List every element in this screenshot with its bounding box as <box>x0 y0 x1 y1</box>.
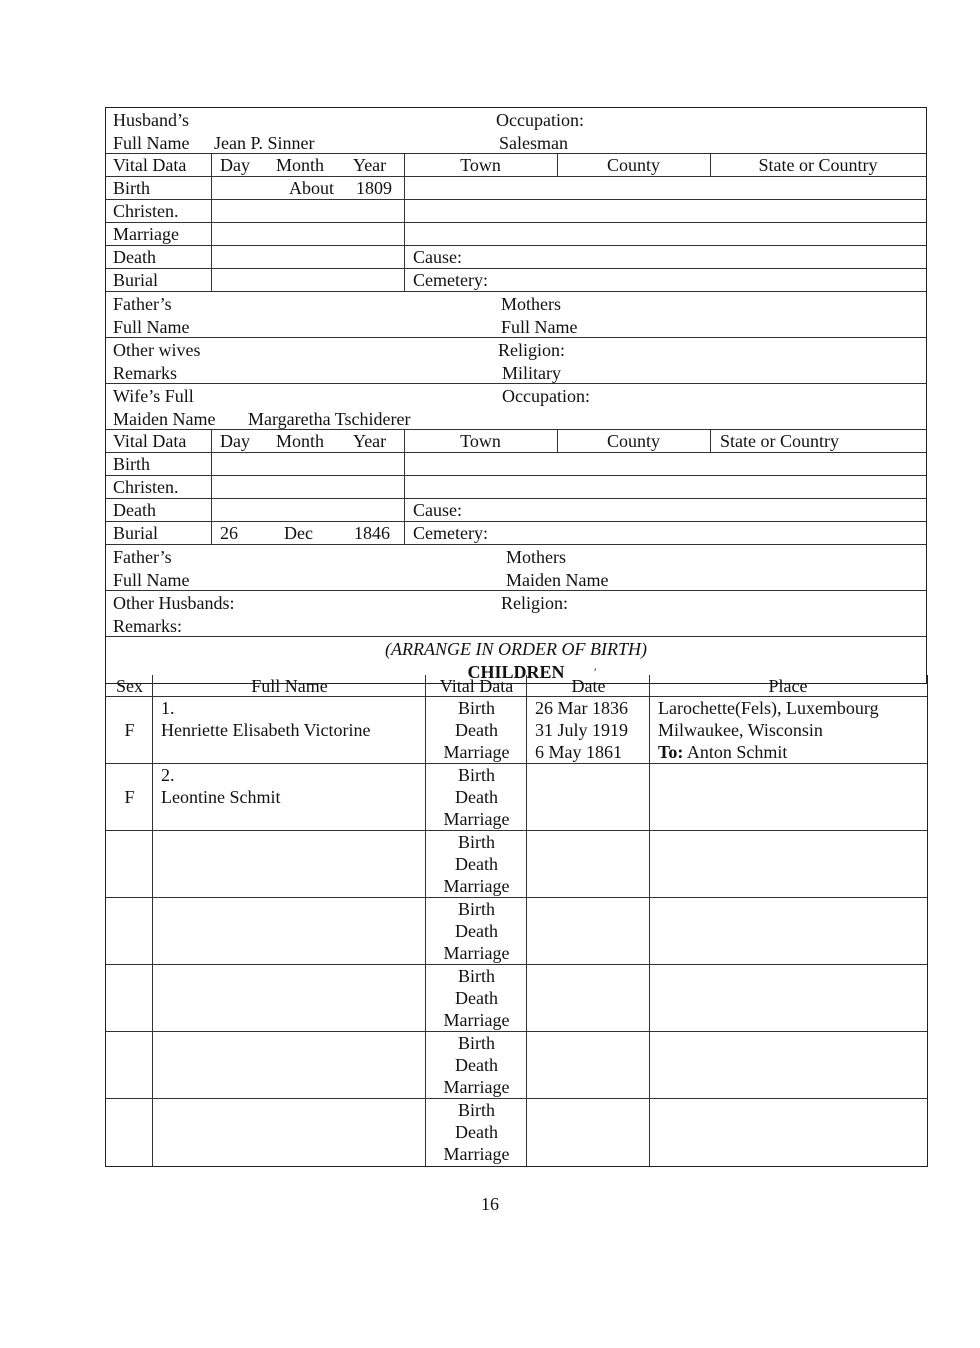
religion-label: Religion: <box>501 593 568 613</box>
child-sex-cell <box>106 764 153 830</box>
child-place-cell <box>650 898 926 964</box>
sex-header: Sex <box>116 676 143 696</box>
father-label: Father’s <box>113 294 172 314</box>
husband-marriage-row <box>106 223 926 246</box>
child-date: 31 July 1919 <box>535 720 629 740</box>
vital-label-marriage: Marriage <box>443 742 510 762</box>
child-number: 2. <box>161 765 175 785</box>
vital-label-marriage: Marriage <box>443 943 510 963</box>
wife-occupation-label: Occupation: <box>502 386 590 406</box>
wife-burial-day: 26 <box>220 523 238 543</box>
husband-full-name-label: Full Name <box>113 133 190 153</box>
wife-other-row <box>106 591 926 637</box>
vital-label-marriage: Marriage <box>443 1077 510 1097</box>
cemetery-label: Cemetery: <box>413 523 488 543</box>
vital-label-death: Death <box>455 787 498 807</box>
death-label: Death <box>113 500 156 520</box>
child-name-cell <box>153 697 426 763</box>
burial-label: Burial <box>113 270 158 290</box>
day-header: Day <box>220 155 250 175</box>
child-vital-cell <box>426 1099 527 1166</box>
child-place-cell <box>650 697 926 763</box>
vital-label-birth: Birth <box>457 1100 495 1120</box>
husband-burial-row <box>106 269 926 292</box>
child-date: 26 Mar 1836 <box>535 698 628 718</box>
child-vital-cell <box>426 965 527 1031</box>
vital-label-death: Death <box>455 854 498 874</box>
child-date-cell <box>527 831 650 897</box>
wife-birth-row <box>106 453 926 476</box>
vital-label-death: Death <box>455 720 498 740</box>
husband-label: Husband’s <box>113 110 189 130</box>
vital-data-header: Vital Data <box>113 431 187 451</box>
place-header: Place <box>768 676 808 696</box>
child-place-cell <box>650 831 926 897</box>
stray-mark: ′ <box>594 665 597 679</box>
vital-label-birth: Birth <box>457 966 495 986</box>
child-sex-cell <box>106 898 153 964</box>
child-vital-cell <box>426 1032 527 1098</box>
cause-label: Cause: <box>413 247 462 267</box>
vital-label-death: Death <box>455 921 498 941</box>
death-label: Death <box>113 247 156 267</box>
child-vital-cell <box>426 764 527 830</box>
child-name-cell <box>153 831 426 897</box>
month-header: Month <box>276 155 325 175</box>
children-title: CHILDREN <box>467 662 565 682</box>
vital-label-marriage: Marriage <box>443 809 510 829</box>
child-row <box>106 1032 927 1099</box>
wife-name-value: Margaretha Tschiderer <box>248 409 411 429</box>
vital-label-death: Death <box>455 1055 498 1075</box>
christen-label: Christen. <box>113 477 179 497</box>
marriage-spouse <box>658 741 787 763</box>
husband-name-value: Jean P. Sinner <box>214 133 315 153</box>
vital-data-header: Vital Data <box>439 676 514 696</box>
vital-label-marriage: Marriage <box>443 876 510 896</box>
vital-label-death: Death <box>455 988 498 1008</box>
burial-label: Burial <box>113 523 158 543</box>
child-place: Milwaukee, Wisconsin <box>658 720 823 740</box>
wife-burial-row <box>106 522 926 545</box>
town-header: Town <box>460 431 501 451</box>
husband-parents-row <box>106 292 926 338</box>
wife-name-row <box>106 384 926 430</box>
wife-maiden-name-label: Maiden Name <box>113 409 216 429</box>
child-name: Leontine Schmit <box>161 787 281 807</box>
child-name-cell <box>153 1099 426 1166</box>
child-sex: F <box>124 720 135 740</box>
day-header: Day <box>220 431 250 451</box>
husband-birth-row <box>106 177 926 200</box>
full-name-header: Full Name <box>251 676 328 696</box>
children-table <box>105 675 928 1167</box>
child-vital-cell <box>426 898 527 964</box>
other-wives-label: Other wives <box>113 340 201 360</box>
child-date-cell <box>527 697 650 763</box>
wife-death-row <box>106 499 926 522</box>
child-row <box>106 898 927 965</box>
wife-christen-row <box>106 476 926 499</box>
child-date-cell <box>527 1032 650 1098</box>
mother-label: Mothers <box>506 547 566 567</box>
child-place: Larochette(Fels), Luxembourg <box>658 698 879 718</box>
birth-label: Birth <box>113 178 151 198</box>
mother-label: Mothers <box>501 294 561 314</box>
child-sex-cell <box>106 965 153 1031</box>
child-vital-cell <box>426 697 527 763</box>
county-header: County <box>606 431 660 451</box>
child-sex-cell <box>106 697 153 763</box>
child-row <box>106 1099 927 1166</box>
cause-label: Cause: <box>413 500 462 520</box>
vital-data-header: Vital Data <box>113 155 187 175</box>
month-header: Month <box>276 431 325 451</box>
husband-other-row <box>106 338 926 384</box>
child-row <box>106 697 927 764</box>
vital-label-death: Death <box>455 1122 498 1142</box>
wife-label: Wife’s Full <box>113 386 194 406</box>
marriage-label: Marriage <box>113 224 179 244</box>
husband-birth-month: About <box>289 178 334 198</box>
child-number: 1. <box>161 698 175 718</box>
mother-full-name-label: Full Name <box>501 317 578 337</box>
christen-label: Christen. <box>113 201 179 221</box>
wife-vital-header <box>106 430 926 453</box>
page-number: 16 <box>481 1194 499 1214</box>
child-sex-cell <box>106 1032 153 1098</box>
state-header: State or Country <box>720 431 839 451</box>
town-header: Town <box>460 155 501 175</box>
mother-maiden-name-label: Maiden Name <box>506 570 609 590</box>
religion-label: Religion: <box>498 340 565 360</box>
vital-label-birth: Birth <box>457 698 495 718</box>
child-row <box>106 764 927 831</box>
child-date: 6 May 1861 <box>535 742 622 762</box>
father-full-name-label: Full Name <box>113 317 190 337</box>
child-place-cell <box>650 764 926 830</box>
child-name-cell <box>153 898 426 964</box>
child-vital-cell <box>426 831 527 897</box>
vital-label-marriage: Marriage <box>443 1010 510 1030</box>
vital-label-birth: Birth <box>457 765 495 785</box>
state-header: State or Country <box>758 155 878 175</box>
wife-parents-row <box>106 545 926 591</box>
vital-label-birth: Birth <box>457 1033 495 1053</box>
father-full-name-label: Full Name <box>113 570 190 590</box>
child-date-cell <box>527 1099 650 1166</box>
husband-name-row <box>106 108 926 154</box>
county-header: County <box>606 155 660 175</box>
to-label: To: <box>658 742 684 762</box>
child-name-cell <box>153 1032 426 1098</box>
children-instruction: (ARRANGE IN ORDER OF BIRTH) <box>385 639 647 659</box>
husband-death-row <box>106 246 926 269</box>
military-label: Military <box>502 363 561 383</box>
child-name: Henriette Elisabeth Victorine <box>161 720 371 740</box>
spouse-name: Anton Schmit <box>686 742 788 762</box>
remarks-label: Remarks: <box>113 616 182 636</box>
child-date-cell <box>527 764 650 830</box>
date-header: Date <box>571 676 606 696</box>
cemetery-label: Cemetery: <box>413 270 488 290</box>
child-sex-cell <box>106 831 153 897</box>
vital-label-marriage: Marriage <box>443 1144 510 1164</box>
child-name-cell <box>153 965 426 1031</box>
vital-label-birth: Birth <box>457 832 495 852</box>
husband-vital-header <box>106 154 926 177</box>
child-place-cell <box>650 1099 926 1166</box>
remarks-label: Remarks <box>113 363 177 383</box>
child-row <box>106 965 927 1032</box>
children-header-row <box>106 675 927 697</box>
child-row <box>106 831 927 898</box>
husband-occupation-label: Occupation: <box>496 110 584 130</box>
other-husbands-label: Other Husbands: <box>113 593 235 613</box>
year-header: Year <box>353 155 387 175</box>
child-place-cell <box>650 965 926 1031</box>
husband-birth-year: 1809 <box>356 178 392 198</box>
child-date-cell <box>527 965 650 1031</box>
child-date-cell <box>527 898 650 964</box>
husband-christen-row <box>106 200 926 223</box>
father-label: Father’s <box>113 547 172 567</box>
husband-occupation-value: Salesman <box>499 133 568 153</box>
child-name-cell <box>153 764 426 830</box>
family-group-form <box>105 107 927 684</box>
wife-burial-month: Dec <box>284 523 313 543</box>
child-place-cell <box>650 1032 926 1098</box>
birth-label: Birth <box>113 454 151 474</box>
vital-label-birth: Birth <box>457 899 495 919</box>
wife-burial-year: 1846 <box>354 523 390 543</box>
year-header: Year <box>353 431 387 451</box>
child-sex-cell <box>106 1099 153 1166</box>
child-sex: F <box>124 787 135 807</box>
